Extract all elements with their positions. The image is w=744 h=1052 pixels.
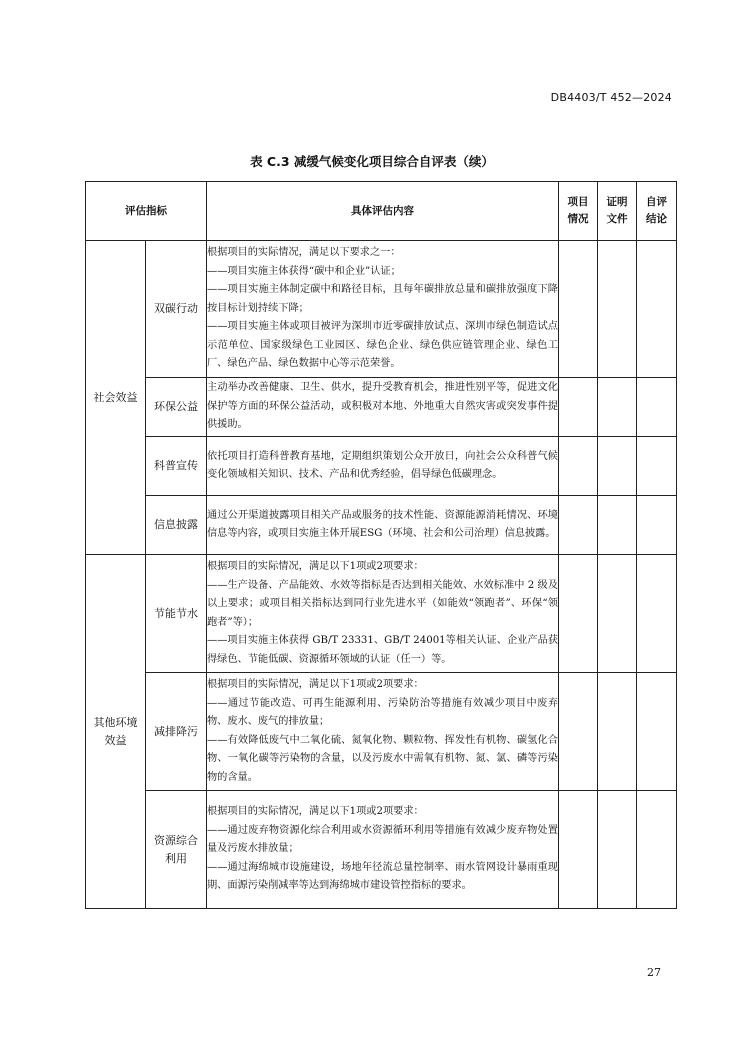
header-conclusion <box>637 182 677 241</box>
cell-evidence[interactable] <box>598 437 637 496</box>
cell-project-status[interactable] <box>559 673 598 791</box>
category-line: 其他环境 <box>93 715 138 729</box>
table-row <box>86 496 677 555</box>
table-row <box>86 673 677 791</box>
cell-conclusion[interactable] <box>637 241 677 378</box>
self-assessment-table <box>85 181 677 909</box>
content-line: 主动举办改善健康、卫生、供水，提升受教育机会，推进性别平等，促进文化保护等方面的环保公益活动，或积极对本地、外地重大自然灾害或突发事件提供援助。 <box>207 382 558 431</box>
content-line: 依托项目打造科普教育基地，定期组织策划公众开放日，向社会公众科普气候变化领域相关知识、技术、产品和优秀经验，倡导绿色低碳理念。 <box>207 450 558 480</box>
content-environmental-charity <box>207 378 559 437</box>
header-conclusion-line1: 自评 <box>646 196 667 208</box>
sub-indicator-emission-pollution-reduction: 减排降污 <box>146 673 207 791</box>
cell-project-status[interactable] <box>559 791 598 909</box>
content-science-outreach <box>207 437 559 496</box>
table-row <box>86 378 677 437</box>
content-line: ——项目实施主体获得“碳中和企业”认证； <box>207 265 401 277</box>
sub-indicator-science-outreach: 科普宣传 <box>146 437 207 496</box>
content-line: ——通过废弃物资源化综合利用或水资源循环利用等措施有效减少废弃物处置量及污废水排放量； <box>207 824 558 855</box>
cell-evidence[interactable] <box>598 555 637 673</box>
cell-conclusion[interactable] <box>637 378 677 437</box>
cell-project-status[interactable] <box>559 496 598 555</box>
content-line: ——项目实施主体获得 GB/T 23331、GB/T 24001等相关认证、企业产品获得绿色、节能低碳、资源循环领域的认证（任一）等。 <box>207 635 558 665</box>
cell-conclusion[interactable] <box>637 791 677 909</box>
cell-project-status[interactable] <box>559 555 598 673</box>
header-project-status-line1: 项目 <box>567 196 589 208</box>
document-id: DB4403/T 452—2024 <box>550 91 672 104</box>
table-header-row <box>86 182 677 241</box>
cell-project-status[interactable] <box>559 378 598 437</box>
content-dual-carbon <box>207 241 559 378</box>
page-number: 27 <box>647 966 661 979</box>
category-other-environmental-benefit <box>86 555 146 909</box>
sub-indicator-information-disclosure: 信息披露 <box>146 496 207 555</box>
sub-indicator-line: 资源综合 <box>154 833 198 847</box>
content-line: ——通过海绵城市设施建设，场地年径流总量控制率、雨水管网设计暴雨重现期、面源污染削减率等达到海绵城市建设管控指标的要求。 <box>207 861 558 892</box>
category-line: 效益 <box>104 733 127 747</box>
sub-indicator-resource-utilization <box>146 791 207 909</box>
sub-indicator-environmental-charity: 环保公益 <box>146 378 207 437</box>
table-row <box>86 241 677 378</box>
cell-evidence[interactable] <box>598 496 637 555</box>
content-line: 根据项目的实际情况，满足以下1项或2项要求： <box>207 806 424 818</box>
header-assessment-content: 具体评估内容 <box>207 182 559 241</box>
table-row <box>86 791 677 909</box>
sub-indicator-energy-water-saving: 节能节水 <box>146 555 207 673</box>
content-line: 根据项目的实际情况，满足以下1项或2项要求： <box>207 561 424 572</box>
table-row <box>86 555 677 673</box>
content-line: 根据项目的实际情况，满足以下要求之一： <box>207 247 401 259</box>
cell-conclusion[interactable] <box>637 437 677 496</box>
content-line: ——通过节能改造、可再生能源利用、污染防治等措施有效减少项目中废弃物、废水、废气的排放量； <box>207 697 558 727</box>
cell-conclusion[interactable] <box>637 555 677 673</box>
header-project-status <box>559 182 598 241</box>
content-emission-pollution-reduction <box>207 673 559 791</box>
content-information-disclosure <box>207 496 559 555</box>
cell-conclusion[interactable] <box>637 673 677 791</box>
cell-conclusion[interactable] <box>637 496 677 555</box>
cell-evidence[interactable] <box>598 241 637 378</box>
header-evidence <box>598 182 637 241</box>
header-evidence-line1: 证明 <box>606 196 628 208</box>
sub-indicator-dual-carbon: 双碳行动 <box>146 241 207 378</box>
category-social-benefit: 社会效益 <box>86 241 146 555</box>
cell-evidence[interactable] <box>598 673 637 791</box>
content-line: ——有效降低废气中二氧化硫、氮氧化物、颗粒物、挥发性有机物、碳氢化合物、一氧化碳等污染物的含量，以及污废水中需氧有机物、氮、氯、磷等污染物的含量。 <box>207 734 558 783</box>
header-project-status-line2: 情况 <box>567 213 589 225</box>
header-conclusion-line2: 结论 <box>646 213 667 225</box>
content-line: ——生产设备、产品能效、水效等指标是否达到相关能效、水效标准中 2 级及以上要求；或项目相关指标达到同行业先进水平（如能效“领跑者”、环保“领跑者”等）； <box>207 579 558 628</box>
table-row <box>86 437 677 496</box>
header-evidence-line2: 文件 <box>606 213 628 225</box>
content-line: ——项目实施主体制定碳中和路径目标，且每年碳排放总量和碳排放强度下降按目标计划持续下降； <box>207 284 558 314</box>
table-title: 表 C.3 减缓气候变化项目综合自评表（续） <box>250 154 494 169</box>
content-line: 通过公开渠道披露项目相关产品或服务的技术性能、资源能源消耗情况、环境信息等内容，或项目实施主体开展ESG（环境、社会和公司治理）信息披露。 <box>207 509 558 539</box>
content-line: 根据项目的实际情况，满足以下1项或2项要求： <box>207 679 424 690</box>
cell-project-status[interactable] <box>559 241 598 378</box>
content-resource-utilization <box>207 791 559 909</box>
cell-evidence[interactable] <box>598 378 637 437</box>
cell-project-status[interactable] <box>559 437 598 496</box>
content-line: ——项目实施主体或项目被评为深圳市近零碳排放试点、深圳市绿色制造试点示范单位、国家级绿色工业园区、绿色企业、绿色供应链管理企业、绿色工厂、绿色产品、绿色数据中心等示范荣誉。 <box>207 321 558 370</box>
cell-evidence[interactable] <box>598 791 637 909</box>
content-energy-water-saving <box>207 555 559 673</box>
sub-indicator-line: 利用 <box>165 851 187 865</box>
header-assessment-indicator: 评估指标 <box>86 182 207 241</box>
